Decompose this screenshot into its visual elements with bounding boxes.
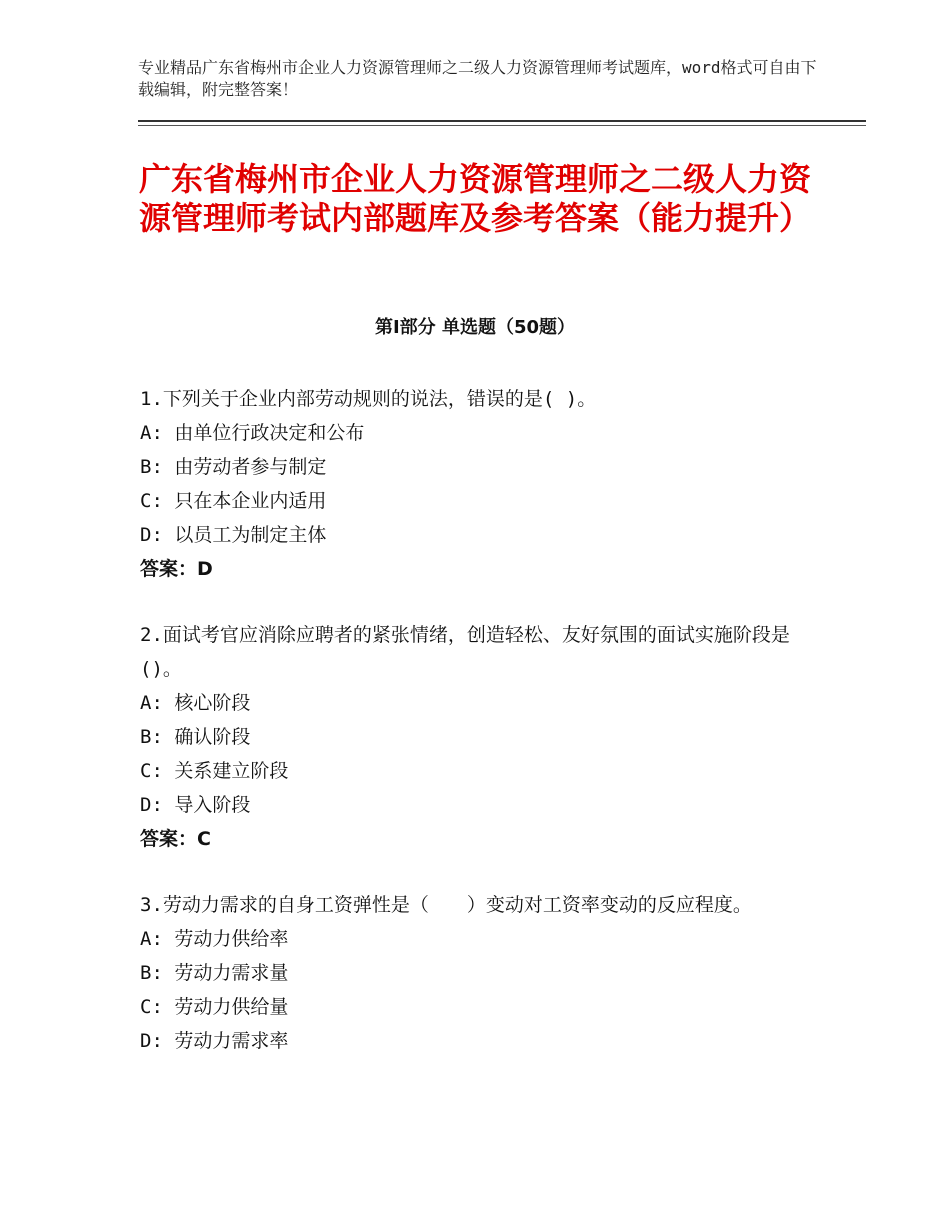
question-3 [140,888,805,1058]
question-stem: 2.面试考官应消除应聘者的紧张情绪，创造轻松、友好氛围的面试实施阶段是()。 [140,624,790,680]
option-b: B: 劳动力需求量 [140,962,289,984]
option-d: D: 以员工为制定主体 [140,524,327,546]
question-list [140,382,805,1090]
header-rule-thick [138,120,866,122]
question-stem: 3.劳动力需求的自身工资弹性是（ ）变动对工资率变动的反应程度。 [140,894,752,916]
option-c: C: 只在本企业内适用 [140,490,327,512]
option-d: D: 导入阶段 [140,794,251,816]
option-b: B: 确认阶段 [140,726,251,748]
option-d: D: 劳动力需求率 [140,1030,289,1052]
document-title: 广东省梅州市企业人力资源管理师之二级人力资源管理师考试内部题库及参考答案（能力提升） [138,160,811,237]
answer: 答案：D [140,558,213,580]
question-1 [140,382,805,586]
option-a: A: 由单位行政决定和公布 [140,422,365,444]
option-a: A: 劳动力供给率 [140,928,289,950]
header-rule-thin [138,125,866,126]
question-stem: 1.下列关于企业内部劳动规则的说法，错误的是( )。 [140,388,597,410]
header-note: 专业精品广东省梅州市企业人力资源管理师之二级人力资源管理师考试题库，word格式可自由下载编辑，附完整答案！ [138,58,817,99]
option-c: C: 关系建立阶段 [140,760,289,782]
answer: 答案：C [140,828,211,850]
option-c: C: 劳动力供给量 [140,996,289,1018]
section-title: 第Ⅰ部分 单选题（50题） [374,317,575,338]
option-a: A: 核心阶段 [140,692,251,714]
option-b: B: 由劳动者参与制定 [140,456,327,478]
question-2 [140,618,805,856]
